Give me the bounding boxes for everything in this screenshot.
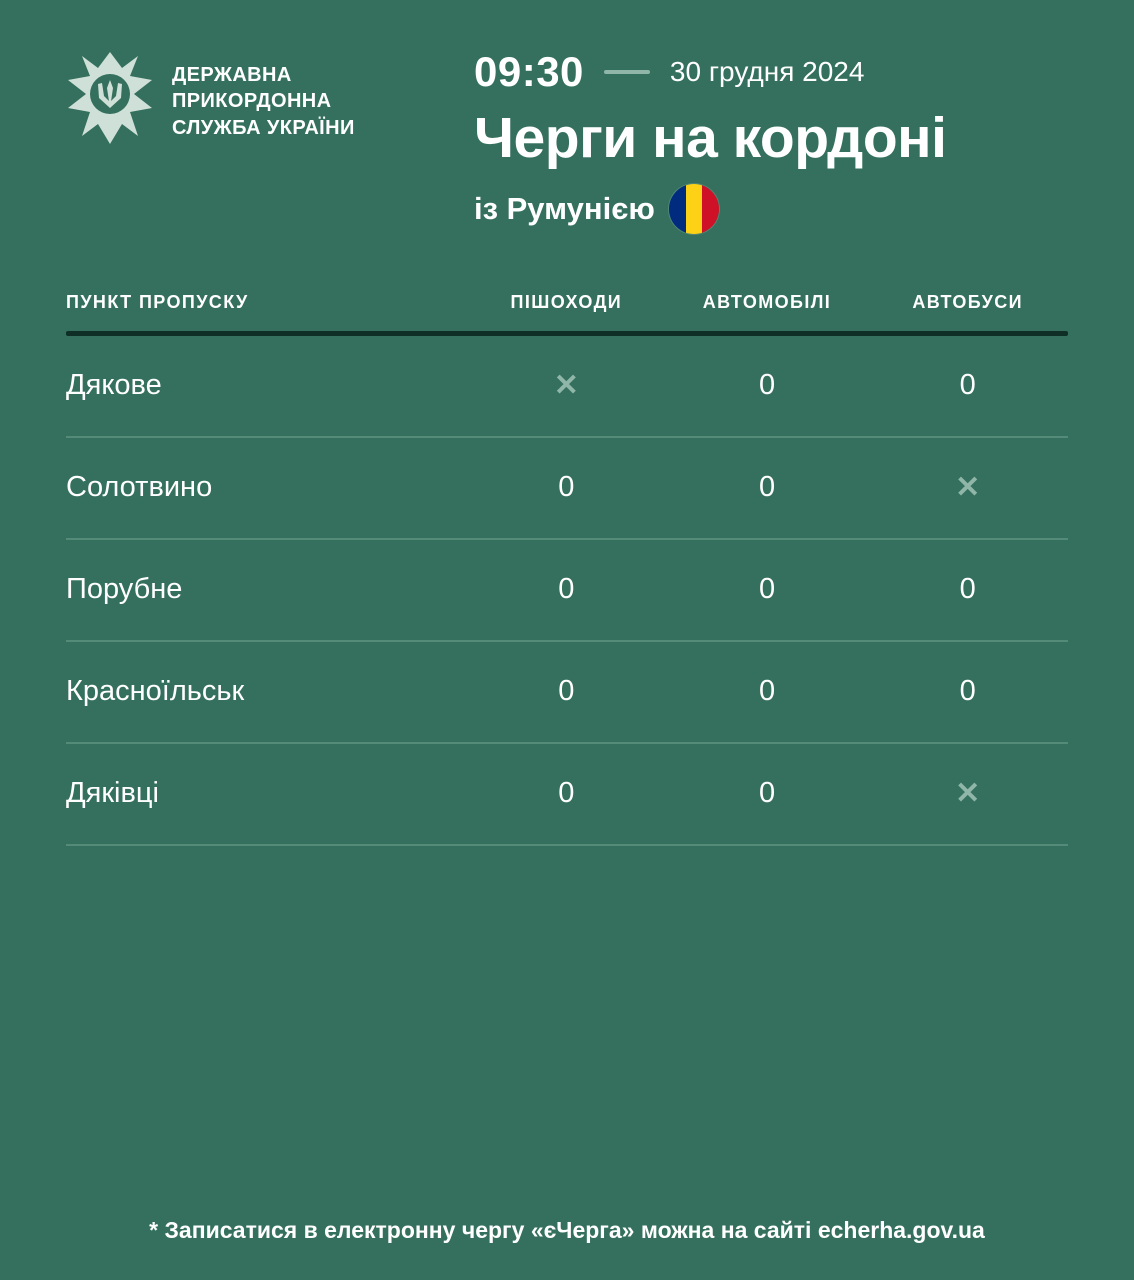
buses-value: 0 — [959, 675, 976, 708]
checkpoint-name: Порубне — [66, 573, 183, 606]
time-date-row — [474, 48, 1068, 96]
subtitle-row — [474, 184, 1068, 234]
header — [0, 0, 1134, 234]
column-header-checkpoint: ПУНКТ ПРОПУСКУ — [66, 291, 249, 312]
table-row — [66, 336, 1068, 438]
table-header-row — [66, 292, 1068, 331]
pedestrians-value: 0 — [558, 675, 575, 708]
header-main — [466, 48, 1068, 234]
table-row — [66, 438, 1068, 540]
checkpoint-name: Солотвино — [66, 471, 213, 504]
cars-value: 0 — [758, 675, 776, 708]
footer-note: * Записатися в електронну чергу «єЧерга» можна на сайті echerha.gov.ua — [149, 1217, 985, 1243]
buses-value: 0 — [959, 369, 976, 402]
pedestrians-value: ✕ — [553, 369, 579, 403]
checkpoint-name: Дякове — [66, 369, 162, 402]
cars-value: 0 — [758, 471, 776, 504]
brand-line-2: ПРИКОРДОННА — [172, 90, 332, 113]
brand-line-3: СЛУЖБА УКРАЇНИ — [172, 116, 355, 139]
cars-value: 0 — [758, 369, 776, 402]
pedestrians-value: 0 — [558, 573, 575, 606]
brand-title — [172, 48, 355, 141]
brand-block — [66, 48, 466, 146]
brand-line-1: ДЕРЖАВНА — [172, 64, 292, 86]
buses-value: ✕ — [955, 777, 981, 811]
table-row — [66, 540, 1068, 642]
column-header-pedestrians: ПІШОХОДИ — [510, 291, 623, 312]
buses-value: ✕ — [955, 471, 981, 505]
page-title: Черги на кордоні — [474, 106, 947, 170]
border-guard-emblem-icon — [66, 50, 154, 146]
checkpoint-name: Красноїльськ — [66, 675, 245, 708]
table-row — [66, 642, 1068, 744]
cars-value: 0 — [758, 777, 776, 810]
page-subtitle: із Румунією — [474, 190, 655, 226]
update-date: 30 грудня 2024 — [669, 56, 865, 87]
pedestrians-value: 0 — [558, 471, 575, 504]
checkpoint-name: Дяківці — [66, 777, 159, 810]
divider-dash — [604, 70, 650, 74]
column-header-cars: АВТОМОБІЛІ — [702, 291, 832, 312]
queues-table — [66, 292, 1068, 846]
pedestrians-value: 0 — [558, 777, 575, 810]
romania-flag-icon — [669, 184, 719, 234]
buses-value: 0 — [959, 573, 976, 606]
column-header-buses: АВТОБУСИ — [912, 291, 1024, 312]
update-time: 09:30 — [474, 48, 584, 95]
table-row — [66, 744, 1068, 846]
cars-value: 0 — [758, 573, 776, 606]
